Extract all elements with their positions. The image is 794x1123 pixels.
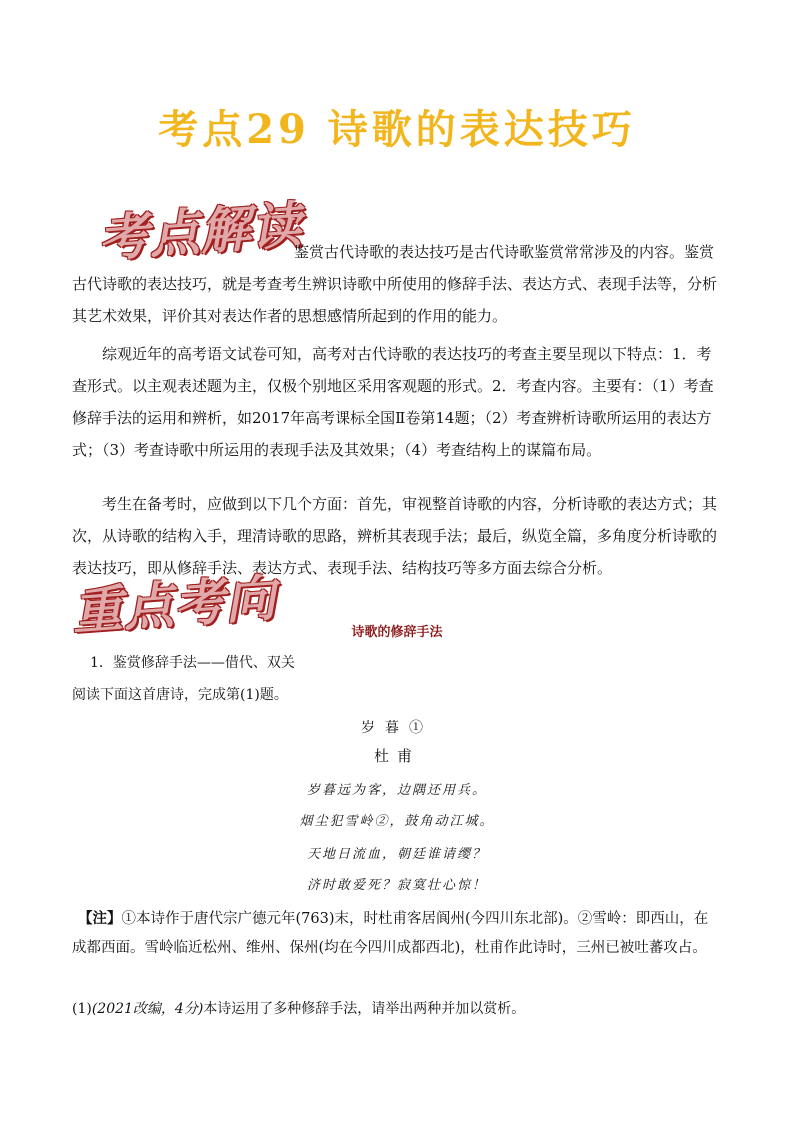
section-banner-key-directions: 重点考向 — [70, 568, 279, 642]
poem-line: 烟尘犯雪岭②，鼓角动江城。 — [299, 814, 495, 829]
page-title: 考点29 诗歌的表达技巧 — [158, 106, 636, 153]
question-heading: 1．鉴赏修辞手法——借代、双关 — [90, 655, 295, 671]
poem-author: 杜甫 — [373, 747, 420, 765]
question-intro: 阅读下面这首唐诗，完成第(1)题。 — [72, 687, 288, 703]
intro-paragraph: 鉴赏古代诗歌的表达技巧是古代诗歌鉴赏常常涉及的内容。鉴赏古代诗歌的表达技巧，就是考查考生辨识诗歌中所使用的修辞手法、表达方式、表现手法等，分析其艺术效果，评价其对表达作者的思想感情所起到的作用的能力。 — [72, 243, 718, 325]
poem-title: 岁暮① — [361, 720, 433, 736]
note-label: 【注】 — [78, 910, 122, 927]
question-1 — [72, 998, 525, 1018]
section-banner-exam-interpretation: 考点解读 — [96, 195, 305, 269]
question-number: (1) — [72, 1001, 92, 1017]
question-source: (2021改编，4分) — [91, 1001, 204, 1017]
poem-line: 济时敢爱死？寂寞壮心惊！ — [306, 878, 487, 893]
poem-line: 天地日流血，朝廷谁请缨？ — [306, 847, 487, 862]
trends-paragraph: 综观近年的高考语文试卷可知，高考对古代诗歌的表达技巧的考查主要呈现以下特点：1．考查形式。以主观表述题为主，仅极个别地区采用客观题的形式。2．考查内容。主要有：（1）考查修辞手法的运用和辨析，如2017年高考课标全国Ⅱ卷第14题；（2）考查辨析诗歌所运用的表达方式；（3）考查诗歌中所运用的表现手法及其效果；（4）考查结构上的谋篇布局。 — [72, 345, 714, 459]
section-title: 诗歌的修辞手法 — [351, 625, 443, 640]
note-text: ①本诗作于唐代宗广德元年(763)末，时杜甫客居阆州(今四川东北部)。②雪岭：即西山，在成都西面。雪岭临近松州、维州、保州(均在今四川成都西北)，杜甫作此诗时，三州已被吐蕃攻占。 — [72, 911, 709, 956]
poem-line: 岁暮远为客，边隅还用兵。 — [306, 783, 487, 798]
preparation-paragraph: 考生在备考时，应做到以下几个方面：首先，审视整首诗歌的内容，分析诗歌的表达方式；其次，从诗歌的结构入手，理清诗歌的思路，辨析其表现手法；最后，纵览全篇，多角度分析诗歌的表达技巧，即从修辞手法、表达方式、表现手法、结构技巧等多方面去综合分析。 — [72, 495, 718, 577]
question-text: 本诗运用了多种修辞手法，请举出两种并加以赏析。 — [203, 1001, 526, 1017]
poem-note — [72, 904, 722, 963]
